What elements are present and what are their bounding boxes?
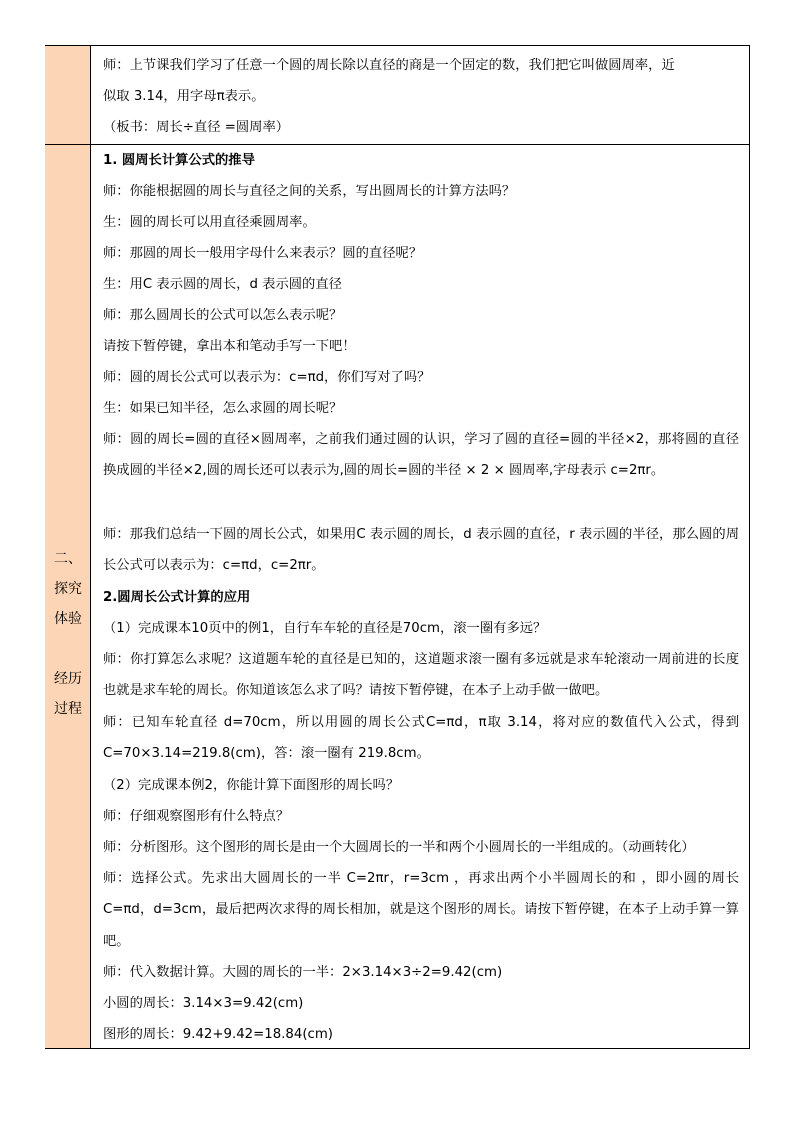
dialogue-line: （2）完成课本例2，你能计算下面图形的周长吗？ <box>103 778 400 793</box>
dialogue-paragraph: 师：已知车轮直径 d=70cm，所以用圆的周长公式C=πd，π取 3.14，将对应的数值代入公式，得到 C=70×3.14=219.8(cm)，答：滚一圈有 219.8cm。 <box>103 715 739 762</box>
section-heading: 1. 圆周长计算公式的推导 <box>103 153 255 168</box>
dialogue-line: 师：那么圆周长的公式可以怎么表示呢？ <box>103 308 343 323</box>
stage-label-line: 过程 <box>54 701 82 717</box>
row1-content <box>103 50 739 143</box>
dialogue-paragraph: 师：那我们总结一下圆的周长公式，如果用C 表示圆的周长，d 表示圆的直径，r 表示圆的半径，那么圆的周长公式可以表示为：c=πd，c=2πr。 <box>103 527 739 574</box>
dialogue-line: 师：仔细观察图形有什么特点？ <box>103 809 290 824</box>
dialogue-paragraph: 师：选择公式。先求出大圆周长的一半 C=2πr，r=3cm ，再求出两个小半圆周长的和 ，即小圆的周长C=πd，d=3cm，最后把两次求得的周长相加，就是这个图形的周长。请按下暂停键，在本子上动手算一算吧。 <box>103 871 739 949</box>
stage-label-line: 二、 <box>54 551 82 567</box>
dialogue-paragraph: 师：圆的周长=圆的直径×圆周率，之前我们通过圆的认识，学习了圆的直径=圆的半径×2，那将圆的直径换成圆的半径×2,圆的周长还可以表示为,圆的周长=圆的半径 × 2 × 圆周率,字母表示 c=2πr。 <box>103 432 739 479</box>
stage-label-line: 经历 <box>54 671 82 687</box>
dialogue-line: 小圆的周长：3.14×3=9.42(cm) <box>103 996 304 1011</box>
text-line: 师：上节课我们学习了任意一个圆的周长除以直径的商是一个固定的数，我们把它叫做圆周率，近 <box>103 58 675 73</box>
dialogue-line: 生：如果已知半径，怎么求圆的周长呢？ <box>103 401 343 416</box>
dialogue-line: 图形的周长：9.42+9.42=18.84(cm) <box>103 1027 333 1042</box>
board-note: （板书：周长÷直径 =圆周率） <box>103 120 290 135</box>
lesson-table <box>45 45 750 1049</box>
dialogue-line: 师：那圆的周长一般用字母什么来表示？圆的直径呢？ <box>103 246 423 261</box>
dialogue-line: （1）完成课本10页中的例1，自行车车轮的直径是70cm，滚一圈有多远？ <box>103 621 547 636</box>
dialogue-line: 生：用C 表示圆的周长，d 表示圆的直径 <box>103 277 342 292</box>
dialogue-line: 师：圆的周长公式可以表示为：c=πd，你们写对了吗？ <box>103 370 431 385</box>
stage-label-line: 探究 <box>54 581 82 597</box>
dialogue-line: 请按下暂停键，拿出本和笔动手写一下吧！ <box>103 339 356 354</box>
dialogue-line: 师：你能根据圆的周长与直径之间的关系，写出圆周长的计算方法吗？ <box>103 184 516 199</box>
stage-label-line <box>45 634 91 664</box>
dialogue-paragraph: 师：你打算怎么求呢？这道题车轮的直径是已知的，这道题求滚一圈有多远就是求车轮滚动一周前进的长度也就是求车轮的周长。你知道该怎么求了吗？请按下暂停键，在本子上动手做一做吧。 <box>103 652 739 699</box>
dialogue-line: 师：代入数据计算。大圆的周长的一半：2×3.14×3÷2=9.42(cm) <box>103 965 503 980</box>
dialogue-line: 师：分析图形。这个图形的周长是由一个大圆周长的一半和两个小圆周长的一半组成的。（动画转化） <box>103 840 695 855</box>
stage-label-line: 体验 <box>54 611 82 627</box>
section-heading: 2.圆周长公式计算的应用 <box>103 590 251 605</box>
text-line: 似取 3.14，用字母π表示。 <box>103 89 265 104</box>
dialogue-line: 生：圆的周长可以用直径乘圆周率。 <box>103 215 316 230</box>
stage-label <box>45 544 91 724</box>
